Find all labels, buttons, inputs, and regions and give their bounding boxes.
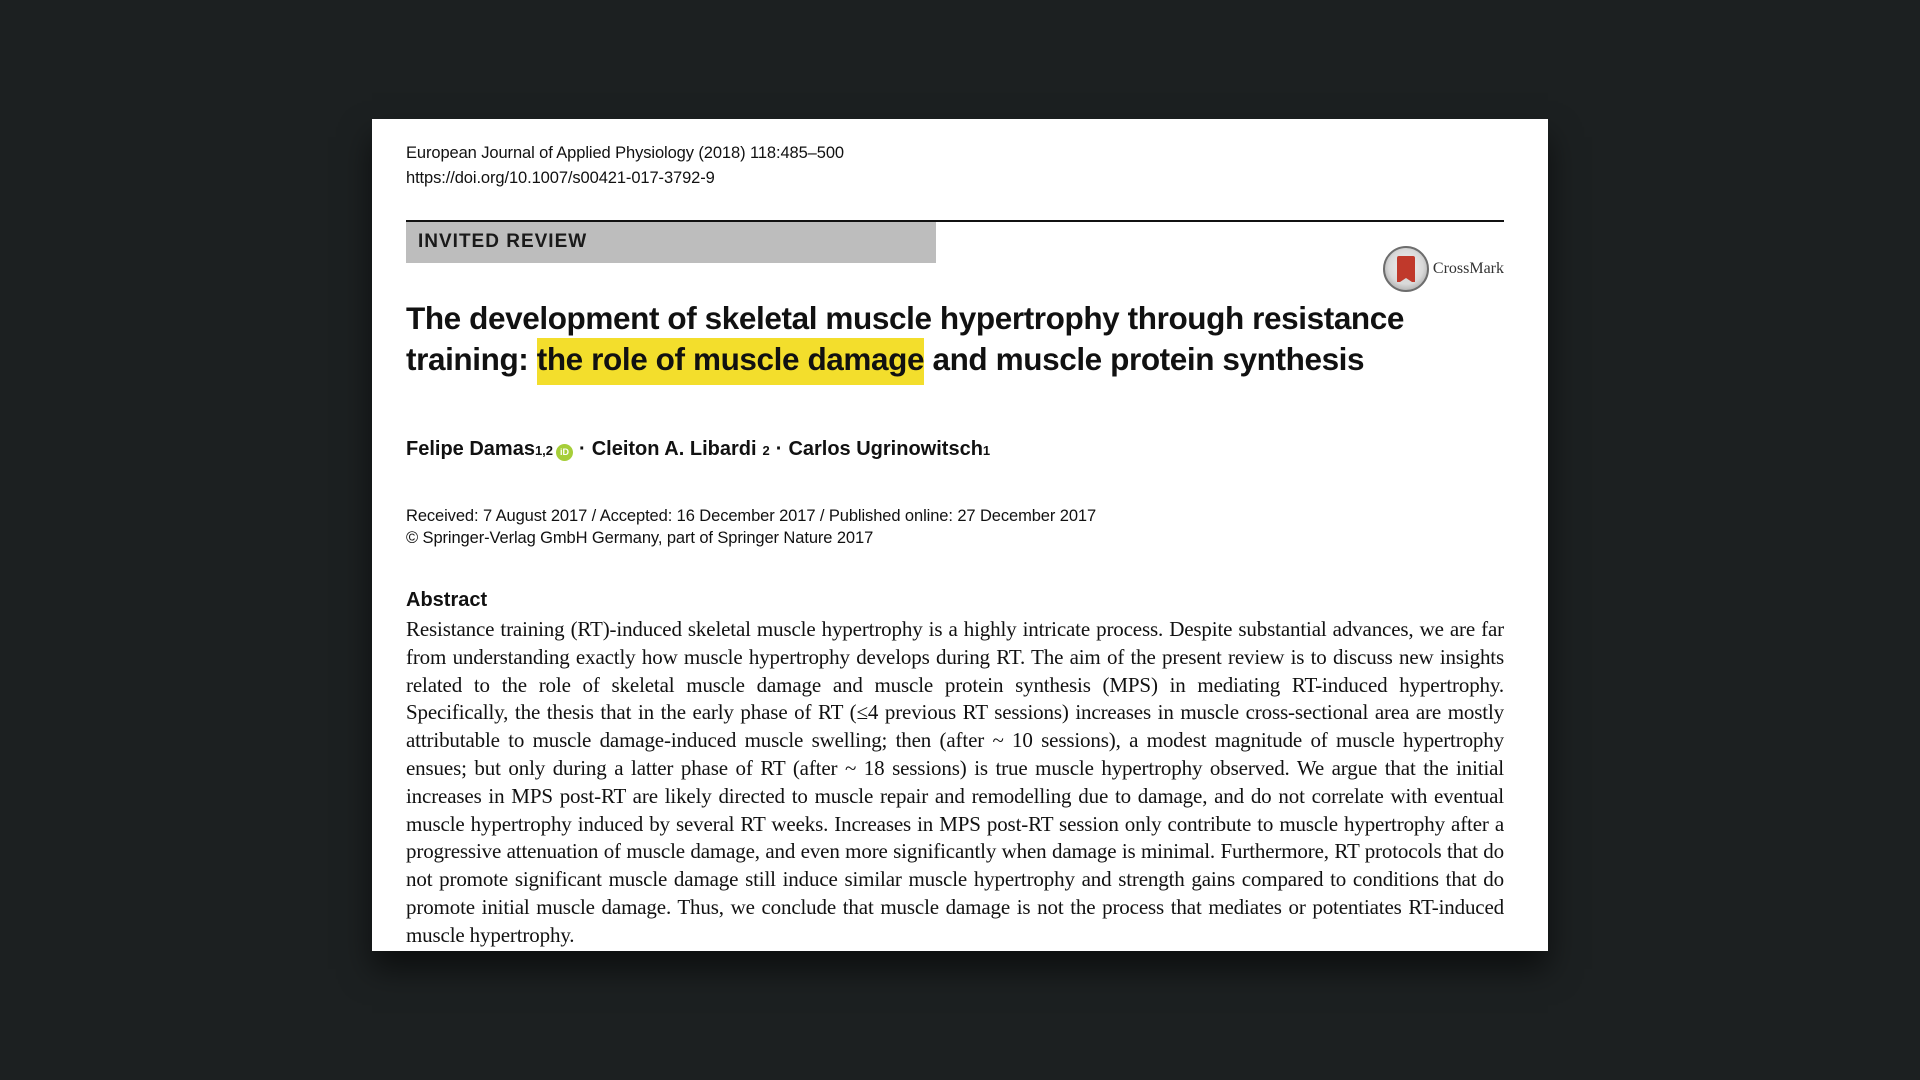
title-part-1: The development of skeletal muscle hypertrophy through resistance training: [406,300,1405,377]
abstract-text: Resistance training (RT)-induced skeletal muscle hypertrophy is a highly intricate process. Despite substantial advances, we are far from understanding exactly how muscle hypertrophy develops during RT. The aim of the present review is to discuss new insights related to the role of skeletal muscle damage and muscle protein synthesis (MPS) in mediating RT-induced hypertrophy. Specifically, the thesis that in the early phase of RT (≤4 previous RT sessions) increases in muscle cross-sectional area are mostly attributable to muscle damage-induced muscle swelling; then (after ~ 10 sessions), a modest magnitude of muscle hypertrophy ensues; but only during a latter phase of RT (after ~ 18 sessions) is true muscle hypertrophy observed. We argue that the initial increases in MPS post-RT are likely directed to muscle repair and remodelling due to damage, and do not correlate with eventual muscle hypertrophy induced by several RT weeks. Increases in MPS post-RT session only contribute to muscle hypertrophy after a progressive attenuation of muscle damage, and even more significantly when damage is minimal. Furthermore, RT protocols that do not promote significant muscle damage still induce similar muscle hypertrophy and strength gains compared to conditions that do promote initial muscle damage. Thus, we conclude that muscle damage is not the process that mediates or potentiates RT-induced muscle hypertrophy. [406,617,1504,947]
paper-page [372,119,1548,951]
crossmark-label: CrossMark [1432,260,1504,277]
author-separator: · [775,438,783,460]
author-name[interactable]: Felipe Damas [406,438,535,460]
publication-dates [406,505,1096,549]
crossmark-badge[interactable] [1383,246,1504,292]
abstract-heading: Abstract [406,589,488,611]
title-highlight: the role of muscle damage [537,338,924,385]
author-name[interactable]: Carlos Ugrinowitsch [788,438,983,460]
crossmark-icon [1383,246,1429,292]
paper-content [406,141,1504,947]
section-label: INVITED REVIEW [418,231,588,252]
copyright-notice: © Springer-Verlag GmbH Germany, part of Springer Nature 2017 [406,529,874,547]
section-label-bar [406,222,936,263]
orcid-icon[interactable]: iD [556,444,573,461]
received-accepted-published: Received: 7 August 2017 / Accepted: 16 December 2017 / Published online: 27 December 2017 [406,507,1097,525]
title-part-2: and muscle protein synthesis [924,341,1365,377]
doi-link[interactable]: https://doi.org/10.1007/s00421-017-3792-9 [406,169,715,187]
author-name[interactable]: Cleiton A. Libardi [591,438,757,460]
article-title [406,298,1504,380]
author-separator: · [579,438,586,460]
author-list: Felipe Damas 1,2 iD · Cleiton A. Libardi 2 · Carlos Ugrinowitsch 1 [406,438,991,460]
journal-citation: European Journal of Applied Physiology (2018) 118:485–500 [406,144,844,162]
